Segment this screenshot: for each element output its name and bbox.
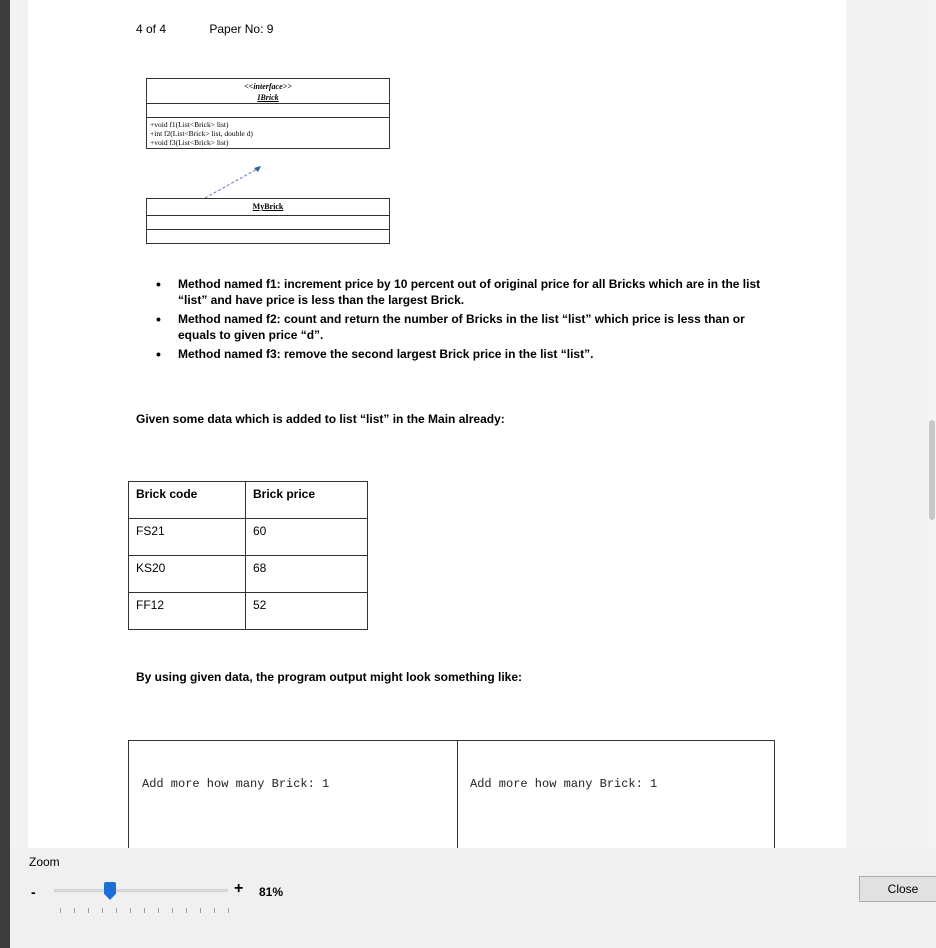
paper-number: Paper No: 9	[209, 22, 274, 36]
table-header-cell: Brick price	[246, 482, 368, 519]
sample-output-left	[129, 741, 458, 848]
document-page	[28, 0, 846, 848]
sample-output-right	[458, 741, 775, 848]
table-cell: FS21	[129, 519, 246, 556]
zoom-in-button[interactable]: +	[234, 880, 244, 897]
viewer-right-gutter	[846, 0, 928, 848]
zoom-panel	[10, 848, 936, 948]
realization-arrow	[203, 164, 263, 200]
page-header	[136, 22, 313, 36]
given-data-text: Given some data which is added to list “list” in the Main already:	[136, 412, 505, 426]
uml-interface-box	[146, 78, 390, 149]
zoom-out-button[interactable]: -	[31, 884, 36, 900]
output-line: Add more how many Brick: 1	[142, 777, 330, 791]
uml-method: +void f3(List<Brick> list)	[150, 138, 229, 147]
zoom-slider-thumb[interactable]	[104, 882, 116, 900]
uml-attributes-row	[147, 103, 389, 117]
method-requirements-list	[156, 276, 786, 365]
output-line: Add more how many Brick: 1	[470, 777, 658, 791]
table-header-row	[129, 482, 368, 519]
zoom-slider-ticks	[60, 908, 230, 914]
table-row	[129, 593, 368, 630]
close-button[interactable]: Close	[859, 876, 936, 902]
uml-stereotype: <<interface>>	[244, 82, 292, 91]
uml-class-methods	[147, 229, 389, 243]
zoom-label: Zoom	[29, 855, 60, 869]
uml-interface-name: IBrick	[257, 93, 279, 102]
table-row	[129, 556, 368, 593]
table-cell: FF12	[129, 593, 246, 630]
brick-data-table	[128, 481, 368, 630]
vertical-scrollbar-thumb[interactable]	[929, 420, 935, 520]
table-cell: 52	[246, 593, 368, 630]
uml-methods	[147, 117, 389, 148]
bullet-item: • Method named f3: remove the second largest Brick price in the list “list”.	[156, 346, 786, 362]
bullet-item: • Method named f1: increment price by 10 percent out of original price for all Bricks which are in the list “list” and have price is less than the largest Brick.	[156, 276, 786, 308]
zoom-slider-track[interactable]	[54, 889, 228, 892]
sample-output-box	[128, 740, 775, 848]
page-number: 4 of 4	[136, 22, 167, 36]
uml-class-box	[146, 198, 390, 244]
uml-class-attributes	[147, 215, 389, 229]
bullet-item: • Method named f2: count and return the number of Bricks in the list “list” which price is less than or equals to given price “d”.	[156, 311, 786, 343]
zoom-value: 81%	[259, 885, 284, 899]
viewer-left-margin	[10, 0, 28, 848]
window-left-edge	[0, 0, 10, 948]
uml-method: +int f2(List<Brick> list, double d)	[150, 129, 253, 138]
uml-class-name: MyBrick	[252, 202, 284, 211]
table-cell: 60	[246, 519, 368, 556]
table-header-cell: Brick code	[129, 482, 246, 519]
output-intro-text: By using given data, the program output might look something like:	[136, 670, 523, 684]
vertical-scrollbar[interactable]	[928, 0, 936, 848]
uml-method: +void f1(List<Brick> list)	[150, 120, 229, 129]
table-row	[129, 519, 368, 556]
table-cell: KS20	[129, 556, 246, 593]
table-cell: 68	[246, 556, 368, 593]
